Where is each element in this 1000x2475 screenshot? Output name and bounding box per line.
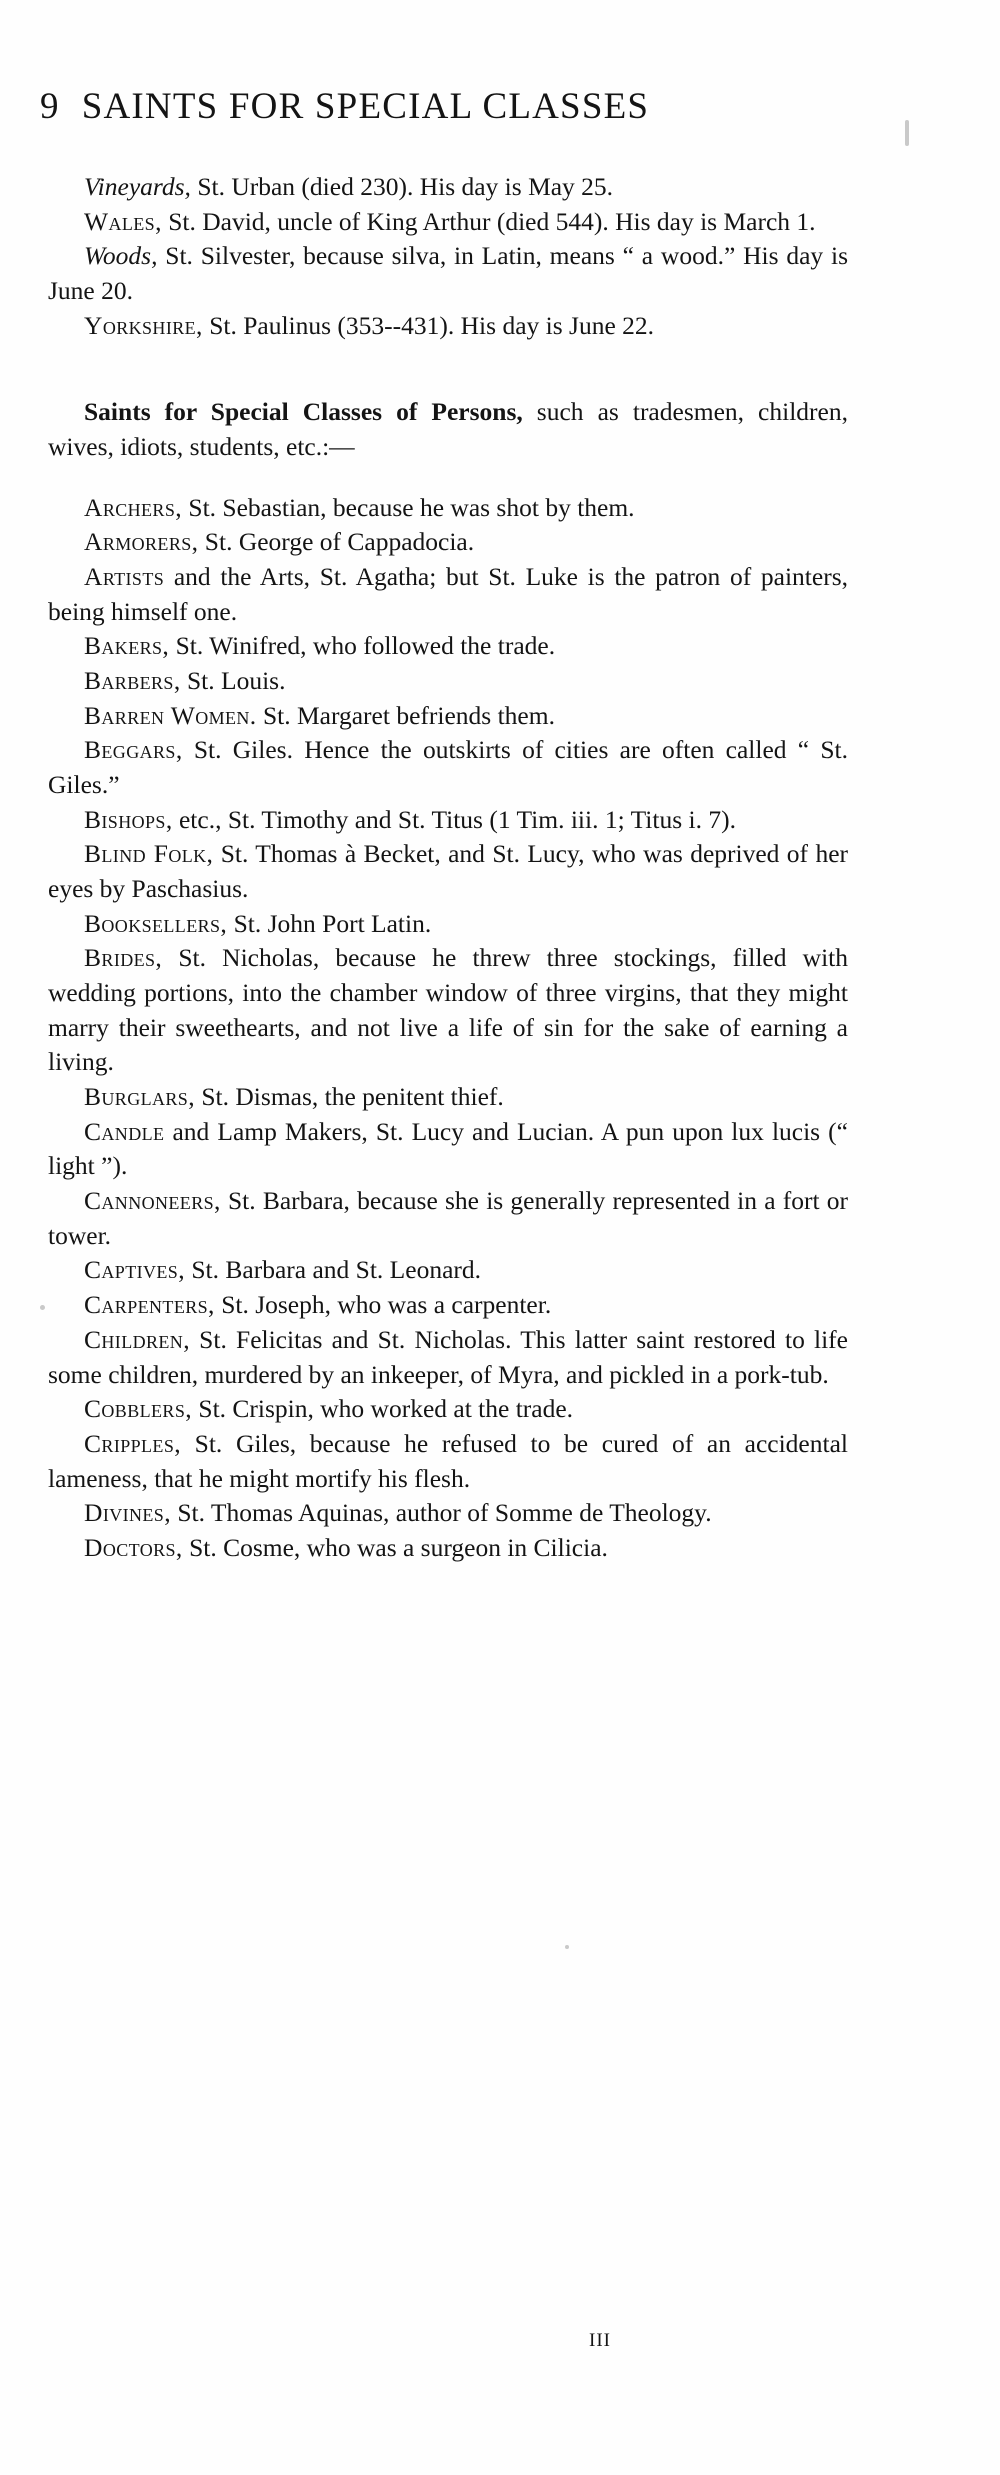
entry-lead: Cobblers, — [84, 1394, 193, 1424]
list-item — [48, 733, 848, 802]
entry-text: St. Crispin, who worked at the trade. — [192, 1394, 574, 1424]
entry-lead: Blind Folk, — [84, 839, 214, 869]
entry-lead: Cripples, — [84, 1428, 182, 1458]
entry-text: St. George of Cappadocia. — [198, 527, 475, 557]
entry-text: St. Louis. — [180, 666, 286, 696]
entry-lead: Archers, — [84, 492, 183, 522]
entry-text: St. David, uncle of King Arthur (died 544). His day is March 1. — [161, 206, 816, 236]
entry-lead: Vineyards, — [84, 172, 191, 201]
entry-yorkshire — [48, 309, 848, 344]
entry-lead: Yorkshire, — [84, 310, 203, 340]
list-item — [48, 491, 848, 526]
entry-text: St. Nicholas, because he threw three stockings, filled with wedding portions, into the chamber window of three virgins, that they might marry their sweethearts, and not live a life of sin for the sake of earning a living. — [48, 943, 848, 1077]
entry-lead: Captives, — [84, 1255, 185, 1285]
entry-list — [48, 491, 848, 1566]
entry-text: St. Thomas Aquinas, author of Somme de Theology. — [170, 1498, 712, 1528]
print-speck — [905, 120, 909, 146]
list-item — [48, 664, 848, 699]
entry-text: St. Barbara, because she is generally represented in a fort or tower. — [48, 1186, 848, 1250]
section-heading-bold: Saints for Special Classes of Persons, — [84, 397, 523, 427]
page-body — [48, 170, 848, 1566]
entry-woods — [48, 239, 848, 308]
running-head — [40, 85, 920, 128]
entry-text: St. Margaret befriends them. — [256, 700, 555, 730]
entry-lead: Bakers, — [84, 631, 170, 661]
entry-text: etc., St. Timothy and St. Titus (1 Tim. iii. 1; Titus i. 7). — [172, 804, 736, 834]
list-item — [48, 1288, 848, 1323]
list-item — [48, 1253, 848, 1288]
list-item — [48, 560, 848, 629]
list-item — [48, 1080, 848, 1115]
entry-lead: Burglars, — [84, 1082, 195, 1112]
entry-lead: Artists — [84, 562, 165, 592]
list-item — [48, 837, 848, 906]
list-item — [48, 525, 848, 560]
entry-text: St. Paulinus (353--431). His day is June 22. — [202, 310, 655, 340]
entry-text: St. John Port Latin. — [227, 908, 432, 938]
entry-lead: Candle — [84, 1116, 165, 1146]
entry-lead: Bishops, — [84, 804, 173, 834]
entry-text: St. Silvester, because silva, in Latin, means “ a wood.” His day is June 20. — [48, 241, 848, 306]
entry-lead: Doctors, — [84, 1532, 183, 1562]
entry-text: St. Dismas, the penitent thief. — [195, 1082, 504, 1112]
entry-lead: Woods, — [84, 241, 158, 271]
list-item — [48, 803, 848, 838]
list-item — [48, 941, 848, 1080]
list-item — [48, 1115, 848, 1184]
entry-lead: Carpenters, — [84, 1290, 215, 1320]
entry-lead: Booksellers, — [84, 908, 228, 938]
entry-lead: Barren Women. — [84, 700, 257, 730]
list-item — [48, 1496, 848, 1531]
list-item — [48, 1427, 848, 1496]
entry-text: St. Sebastian, because he was shot by them. — [182, 492, 635, 522]
entry-lead: Brides, — [84, 943, 163, 973]
entry-lead: Children, — [84, 1324, 190, 1354]
entry-lead: Barbers, — [84, 666, 181, 696]
list-item — [48, 1392, 848, 1427]
running-head-title: SAINTS FOR SPECIAL CLASSES — [81, 86, 650, 127]
entry-lead: Beggars, — [84, 735, 183, 765]
entry-text: St. Felicitas and St. Nicholas. This latter saint restored to life some children, murdered by an inkeeper, of Myra, and pickled in a pork-tub. — [48, 1324, 848, 1389]
entry-lead: Divines, — [84, 1498, 171, 1528]
entry-vineyards — [48, 170, 848, 205]
entry-lead: Wales, — [84, 206, 162, 236]
entry-wales — [48, 205, 848, 240]
entry-lead: Armorers, — [84, 527, 199, 557]
page-number: III — [589, 2330, 611, 2351]
list-item — [48, 1184, 848, 1253]
list-item — [48, 907, 848, 942]
entry-text: St. Urban (died 230). His day is May 25. — [190, 172, 614, 201]
entry-text: and the Arts, St. Agatha; but St. Luke is the patron of painters, being himself one. — [48, 562, 848, 626]
list-item — [48, 1531, 848, 1566]
list-item — [48, 1323, 848, 1392]
entry-text: St. Barbara and St. Leonard. — [185, 1255, 482, 1285]
section-heading-rest: such as tradesmen, children, wives, idiots, students, etc.:— — [48, 397, 848, 462]
section-heading — [48, 395, 848, 464]
list-item — [48, 629, 848, 664]
entry-lead: Cannoneers, — [84, 1186, 221, 1216]
entry-text: St. Thomas à Becket, and St. Lucy, who was deprived of her eyes by Paschasius. — [48, 839, 849, 904]
list-item — [48, 699, 848, 734]
entry-text: St. Cosme, who was a surgeon in Cilicia. — [182, 1532, 608, 1562]
entry-text: St. Joseph, who was a carpenter. — [214, 1290, 552, 1320]
page-folio: 9 — [40, 86, 60, 127]
print-speck — [565, 1945, 569, 1949]
entry-text: St. Giles, because he refused to be cured of an accidental lameness, that he might mortify his flesh. — [48, 1428, 848, 1493]
print-speck — [40, 1305, 45, 1310]
entry-text: and Lamp Makers, St. Lucy and Lucian. A pun upon lux lucis (“ light ”). — [48, 1116, 848, 1181]
entry-text: St. Winifred, who followed the trade. — [169, 631, 556, 661]
entry-text: St. Giles. Hence the outskirts of cities are often called “ St. Giles.” — [48, 735, 848, 800]
